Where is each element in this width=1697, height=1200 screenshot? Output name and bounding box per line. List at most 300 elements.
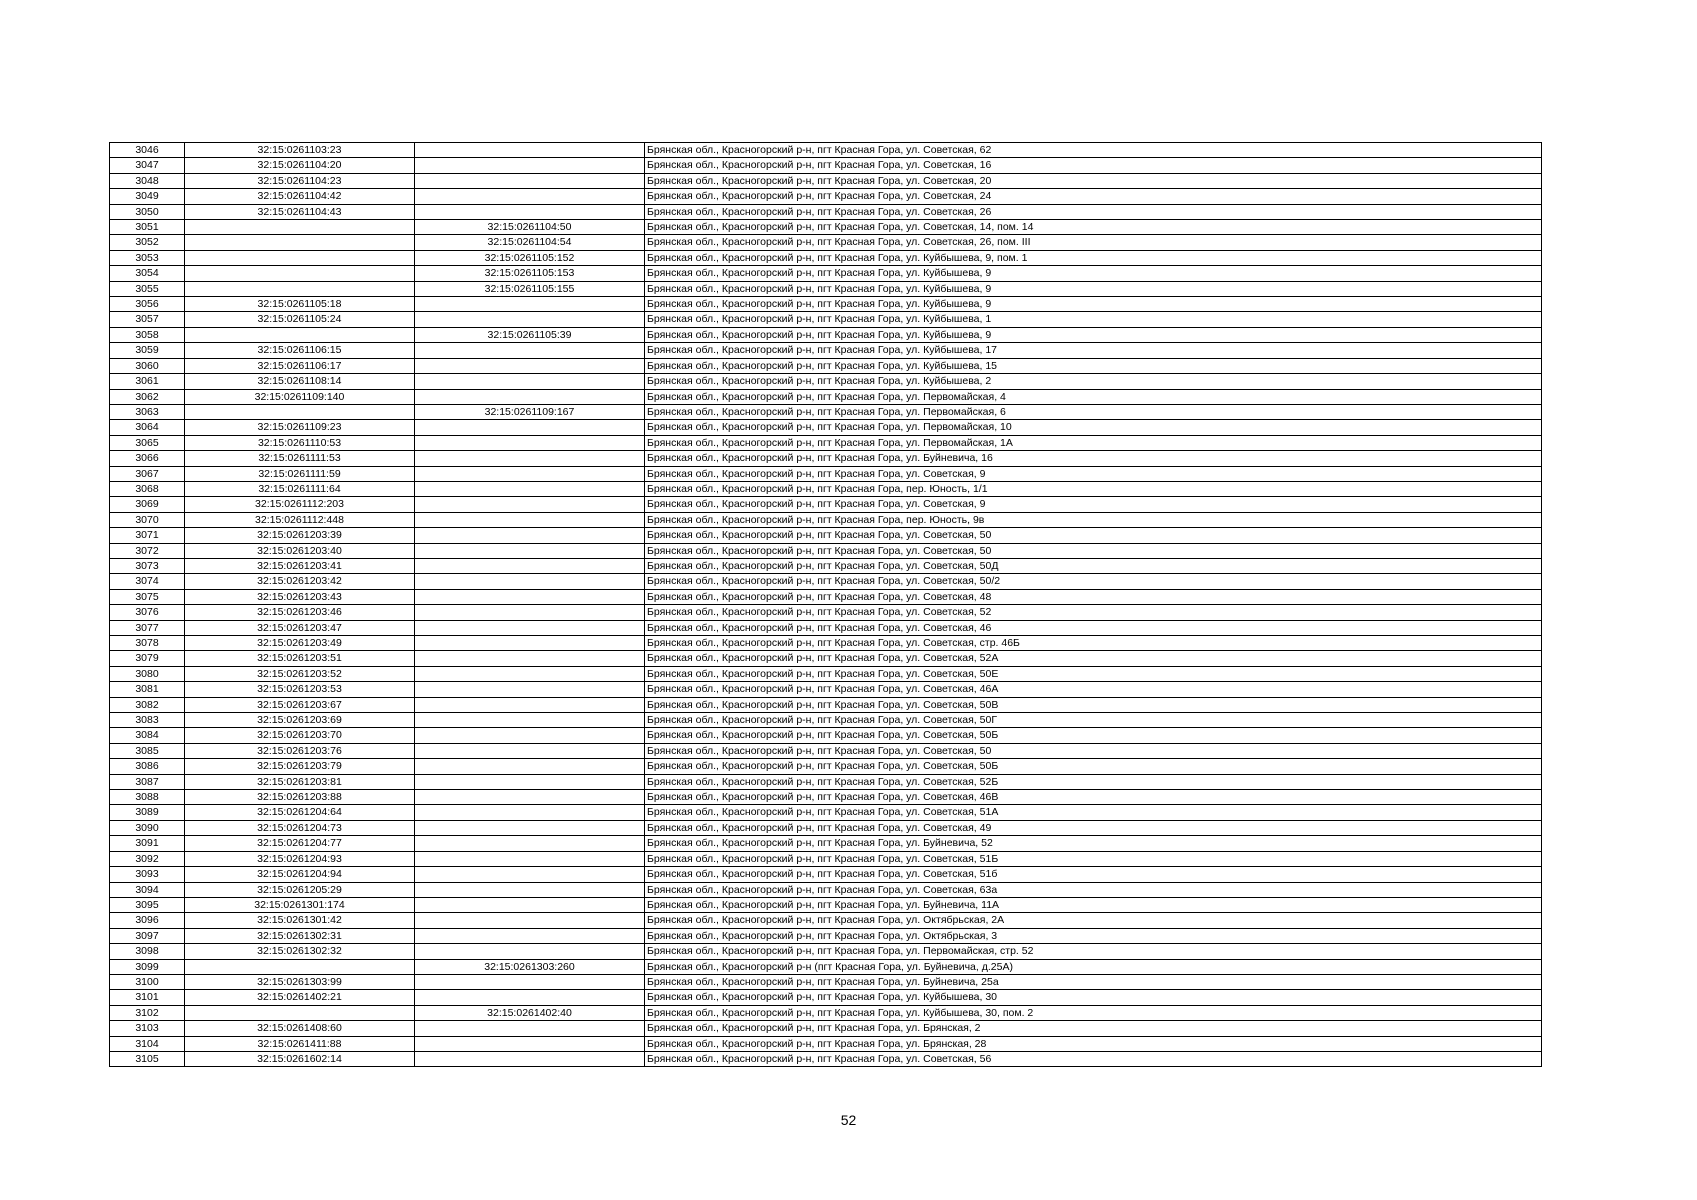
- table-row: [110, 512, 1542, 527]
- row-number-cell: 3068: [110, 481, 185, 496]
- row-number-cell: 3097: [110, 928, 185, 943]
- table-row: [110, 589, 1542, 604]
- cadastral-number-cell: 32:15:0261203:51: [185, 651, 415, 666]
- address-cell: Брянская обл., Красногорский р-н, пгт Красная Гора, ул. Октябрьская, 2А: [645, 913, 1542, 928]
- row-number-cell: 3078: [110, 636, 185, 651]
- object-cadastral-number-cell: [415, 558, 645, 573]
- object-cadastral-number-cell: [415, 189, 645, 204]
- row-number-cell: 3092: [110, 851, 185, 866]
- address-cell: Брянская обл., Красногорский р-н, пгт Красная Гора, ул. Советская, 50: [645, 528, 1542, 543]
- row-number-cell: 3059: [110, 343, 185, 358]
- row-number-cell: 3086: [110, 759, 185, 774]
- cadastral-number-cell: 32:15:0261203:40: [185, 543, 415, 558]
- object-cadastral-number-cell: [415, 528, 645, 543]
- table-row: [110, 743, 1542, 758]
- row-number-cell: 3048: [110, 173, 185, 188]
- cadastral-number-cell: [185, 235, 415, 250]
- address-cell: Брянская обл., Красногорский р-н, пгт Красная Гора, ул. Советская, 49: [645, 820, 1542, 835]
- table-row: [110, 158, 1542, 173]
- cadastral-number-cell: 32:15:0261110:53: [185, 435, 415, 450]
- object-cadastral-number-cell: [415, 343, 645, 358]
- table-row: [110, 220, 1542, 235]
- object-cadastral-number-cell: [415, 944, 645, 959]
- cadastral-number-cell: 32:15:0261105:18: [185, 297, 415, 312]
- table-row: [110, 497, 1542, 512]
- cadastral-number-cell: 32:15:0261203:43: [185, 589, 415, 604]
- cadastral-number-cell: 32:15:0261203:67: [185, 697, 415, 712]
- table-row: [110, 790, 1542, 805]
- cadastral-number-cell: 32:15:0261301:174: [185, 897, 415, 912]
- object-cadastral-number-cell: [415, 836, 645, 851]
- row-number-cell: 3051: [110, 220, 185, 235]
- object-cadastral-number-cell: [415, 589, 645, 604]
- table-row: [110, 189, 1542, 204]
- cadastral-number-cell: 32:15:0261111:59: [185, 466, 415, 481]
- object-cadastral-number-cell: [415, 882, 645, 897]
- cadastral-number-cell: 32:15:0261203:76: [185, 743, 415, 758]
- row-number-cell: 3101: [110, 990, 185, 1005]
- row-number-cell: 3091: [110, 836, 185, 851]
- cadastral-number-cell: 32:15:0261303:99: [185, 974, 415, 989]
- row-number-cell: 3067: [110, 466, 185, 481]
- cadastral-number-cell: [185, 250, 415, 265]
- cadastral-number-cell: 32:15:0261203:39: [185, 528, 415, 543]
- object-cadastral-number-cell: [415, 358, 645, 373]
- table-row: [110, 1005, 1542, 1020]
- table-row: [110, 574, 1542, 589]
- address-cell: Брянская обл., Красногорский р-н, пгт Красная Гора, ул. Куйбышева, 2: [645, 374, 1542, 389]
- page-number: 52: [840, 1112, 857, 1128]
- table-row: [110, 959, 1542, 974]
- table-row: [110, 1036, 1542, 1051]
- row-number-cell: 3055: [110, 281, 185, 296]
- address-cell: Брянская обл., Красногорский р-н, пгт Красная Гора, ул. Советская, 50Б: [645, 728, 1542, 743]
- cadastral-number-cell: 32:15:0261408:60: [185, 1021, 415, 1036]
- address-cell: Брянская обл., Красногорский р-н, пгт Красная Гора, ул. Советская, 51Б: [645, 851, 1542, 866]
- address-cell: Брянская обл., Красногорский р-н, пгт Красная Гора, ул. Куйбышева, 15: [645, 358, 1542, 373]
- row-number-cell: 3069: [110, 497, 185, 512]
- object-cadastral-number-cell: [415, 897, 645, 912]
- cadastral-number-cell: 32:15:0261108:14: [185, 374, 415, 389]
- cadastral-number-cell: 32:15:0261203:53: [185, 682, 415, 697]
- table-row: [110, 543, 1542, 558]
- object-cadastral-number-cell: [415, 774, 645, 789]
- cadastral-number-cell: 32:15:0261602:14: [185, 1051, 415, 1066]
- cadastral-number-cell: 32:15:0261203:49: [185, 636, 415, 651]
- cadastral-number-cell: 32:15:0261112:203: [185, 497, 415, 512]
- table-row: [110, 558, 1542, 573]
- object-cadastral-number-cell: [415, 389, 645, 404]
- object-cadastral-number-cell: [415, 620, 645, 635]
- cadastral-number-cell: 32:15:0261105:24: [185, 312, 415, 327]
- row-number-cell: 3096: [110, 913, 185, 928]
- address-cell: Брянская обл., Красногорский р-н, пгт Красная Гора, ул. Первомайская, 6: [645, 404, 1542, 419]
- object-cadastral-number-cell: [415, 728, 645, 743]
- row-number-cell: 3074: [110, 574, 185, 589]
- address-cell: Брянская обл., Красногорский р-н, пгт Красная Гора, пер. Юность, 1/1: [645, 481, 1542, 496]
- address-cell: Брянская обл., Красногорский р-н, пгт Красная Гора, ул. Брянская, 28: [645, 1036, 1542, 1051]
- cadastral-number-cell: 32:15:0261302:31: [185, 928, 415, 943]
- row-number-cell: 3054: [110, 266, 185, 281]
- object-cadastral-number-cell: [415, 466, 645, 481]
- row-number-cell: 3102: [110, 1005, 185, 1020]
- row-number-cell: 3065: [110, 435, 185, 450]
- object-cadastral-number-cell: [415, 435, 645, 450]
- object-cadastral-number-cell: 32:15:0261105:153: [415, 266, 645, 281]
- table-row: [110, 682, 1542, 697]
- cadastral-number-cell: 32:15:0261104:23: [185, 173, 415, 188]
- address-cell: Брянская обл., Красногорский р-н, пгт Красная Гора, ул. Первомайская, 10: [645, 420, 1542, 435]
- row-number-cell: 3085: [110, 743, 185, 758]
- object-cadastral-number-cell: [415, 1051, 645, 1066]
- table-row: [110, 774, 1542, 789]
- row-number-cell: 3060: [110, 358, 185, 373]
- table-row: [110, 173, 1542, 188]
- registry-table: [109, 142, 1542, 1067]
- cadastral-number-cell: [185, 327, 415, 342]
- cadastral-number-cell: 32:15:0261203:52: [185, 666, 415, 681]
- row-number-cell: 3105: [110, 1051, 185, 1066]
- cadastral-number-cell: [185, 404, 415, 419]
- address-cell: Брянская обл., Красногорский р-н, пгт Красная Гора, ул. Советская, 56: [645, 1051, 1542, 1066]
- table-row: [110, 759, 1542, 774]
- row-number-cell: 3066: [110, 451, 185, 466]
- table-row: [110, 805, 1542, 820]
- row-number-cell: 3090: [110, 820, 185, 835]
- address-cell: Брянская обл., Красногорский р-н, пгт Красная Гора, ул. Советская, 46А: [645, 682, 1542, 697]
- address-cell: Брянская обл., Красногорский р-н, пгт Красная Гора, ул. Буйневича, 52: [645, 836, 1542, 851]
- object-cadastral-number-cell: [415, 666, 645, 681]
- row-number-cell: 3073: [110, 558, 185, 573]
- address-cell: Брянская обл., Красногорский р-н, пгт Красная Гора, ул. Советская, 50: [645, 543, 1542, 558]
- row-number-cell: 3099: [110, 959, 185, 974]
- address-cell: Брянская обл., Красногорский р-н, пгт Красная Гора, ул. Советская, 46: [645, 620, 1542, 635]
- address-cell: Брянская обл., Красногорский р-н, пгт Красная Гора, ул. Советская, 52Б: [645, 774, 1542, 789]
- table-row: [110, 343, 1542, 358]
- row-number-cell: 3079: [110, 651, 185, 666]
- cadastral-number-cell: 32:15:0261106:15: [185, 343, 415, 358]
- object-cadastral-number-cell: 32:15:0261109:167: [415, 404, 645, 419]
- table-row: [110, 250, 1542, 265]
- address-cell: Брянская обл., Красногорский р-н, пгт Красная Гора, ул. Советская, 26, пом. III: [645, 235, 1542, 250]
- cadastral-number-cell: 32:15:0261204:64: [185, 805, 415, 820]
- address-cell: Брянская обл., Красногорский р-н, пгт Красная Гора, ул. Первомайская, стр. 52: [645, 944, 1542, 959]
- cadastral-number-cell: 32:15:0261411:88: [185, 1036, 415, 1051]
- object-cadastral-number-cell: [415, 636, 645, 651]
- table-row: [110, 143, 1542, 158]
- address-cell: Брянская обл., Красногорский р-н, пгт Красная Гора, ул. Советская, 9: [645, 497, 1542, 512]
- table-row: [110, 882, 1542, 897]
- address-cell: Брянская обл., Красногорский р-н, пгт Красная Гора, ул. Советская, 50Г: [645, 713, 1542, 728]
- table-row: [110, 420, 1542, 435]
- table-row: [110, 281, 1542, 296]
- row-number-cell: 3046: [110, 143, 185, 158]
- cadastral-number-cell: [185, 266, 415, 281]
- object-cadastral-number-cell: [415, 420, 645, 435]
- cadastral-number-cell: 32:15:0261402:21: [185, 990, 415, 1005]
- row-number-cell: 3095: [110, 897, 185, 912]
- address-cell: Брянская обл., Красногорский р-н, пгт Красная Гора, ул. Советская, 52: [645, 605, 1542, 620]
- object-cadastral-number-cell: [415, 790, 645, 805]
- table-row: [110, 713, 1542, 728]
- row-number-cell: 3075: [110, 589, 185, 604]
- cadastral-number-cell: 32:15:0261204:77: [185, 836, 415, 851]
- row-number-cell: 3070: [110, 512, 185, 527]
- object-cadastral-number-cell: 32:15:0261104:54: [415, 235, 645, 250]
- object-cadastral-number-cell: [415, 481, 645, 496]
- row-number-cell: 3077: [110, 620, 185, 635]
- row-number-cell: 3094: [110, 882, 185, 897]
- address-cell: Брянская обл., Красногорский р-н, пгт Красная Гора, ул. Куйбышева, 9: [645, 266, 1542, 281]
- address-cell: Брянская обл., Красногорский р-н, пгт Красная Гора, ул. Советская, 9: [645, 466, 1542, 481]
- cadastral-number-cell: [185, 220, 415, 235]
- object-cadastral-number-cell: [415, 820, 645, 835]
- cadastral-number-cell: 32:15:0261104:43: [185, 204, 415, 219]
- row-number-cell: 3093: [110, 867, 185, 882]
- row-number-cell: 3062: [110, 389, 185, 404]
- address-cell: Брянская обл., Красногорский р-н, пгт Красная Гора, ул. Куйбышева, 1: [645, 312, 1542, 327]
- cadastral-number-cell: 32:15:0261203:88: [185, 790, 415, 805]
- table-row: [110, 358, 1542, 373]
- address-cell: Брянская обл., Красногорский р-н, пгт Красная Гора, ул. Куйбышева, 9: [645, 327, 1542, 342]
- cadastral-number-cell: 32:15:0261203:42: [185, 574, 415, 589]
- address-cell: Брянская обл., Красногорский р-н, пгт Красная Гора, ул. Куйбышева, 30, пом. 2: [645, 1005, 1542, 1020]
- address-cell: Брянская обл., Красногорский р-н, пгт Красная Гора, ул. Куйбышева, 9: [645, 281, 1542, 296]
- address-cell: Брянская обл., Красногорский р-н, пгт Красная Гора, ул. Советская, 52А: [645, 651, 1542, 666]
- cadastral-number-cell: [185, 959, 415, 974]
- table-row: [110, 435, 1542, 450]
- table-row: [110, 728, 1542, 743]
- table-row: [110, 235, 1542, 250]
- address-cell: Брянская обл., Красногорский р-н, пгт Красная Гора, ул. Советская, 14, пом. 14: [645, 220, 1542, 235]
- cadastral-number-cell: 32:15:0261205:29: [185, 882, 415, 897]
- object-cadastral-number-cell: [415, 374, 645, 389]
- address-cell: Брянская обл., Красногорский р-н, пгт Красная Гора, ул. Буйневича, 11А: [645, 897, 1542, 912]
- registry-table-body: [110, 143, 1542, 1067]
- cadastral-number-cell: 32:15:0261203:70: [185, 728, 415, 743]
- object-cadastral-number-cell: [415, 173, 645, 188]
- table-row: [110, 312, 1542, 327]
- object-cadastral-number-cell: [415, 297, 645, 312]
- table-row: [110, 666, 1542, 681]
- object-cadastral-number-cell: [415, 682, 645, 697]
- cadastral-number-cell: 32:15:0261112:448: [185, 512, 415, 527]
- table-row: [110, 620, 1542, 635]
- object-cadastral-number-cell: 32:15:0261105:152: [415, 250, 645, 265]
- table-row: [110, 1021, 1542, 1036]
- row-number-cell: 3103: [110, 1021, 185, 1036]
- object-cadastral-number-cell: [415, 497, 645, 512]
- cadastral-number-cell: 32:15:0261203:69: [185, 713, 415, 728]
- row-number-cell: 3064: [110, 420, 185, 435]
- address-cell: Брянская обл., Красногорский р-н, пгт Красная Гора, ул. Советская, стр. 46Б: [645, 636, 1542, 651]
- row-number-cell: 3089: [110, 805, 185, 820]
- row-number-cell: 3047: [110, 158, 185, 173]
- object-cadastral-number-cell: [415, 543, 645, 558]
- address-cell: Брянская обл., Красногорский р-н, пгт Красная Гора, ул. Брянская, 2: [645, 1021, 1542, 1036]
- row-number-cell: 3052: [110, 235, 185, 250]
- cadastral-number-cell: 32:15:0261109:23: [185, 420, 415, 435]
- address-cell: Брянская обл., Красногорский р-н, пгт Красная Гора, ул. Советская, 63а: [645, 882, 1542, 897]
- address-cell: Брянская обл., Красногорский р-н, пгт Красная Гора, ул. Советская, 50/2: [645, 574, 1542, 589]
- cadastral-number-cell: 32:15:0261204:94: [185, 867, 415, 882]
- cadastral-number-cell: 32:15:0261203:46: [185, 605, 415, 620]
- cadastral-number-cell: 32:15:0261204:73: [185, 820, 415, 835]
- object-cadastral-number-cell: [415, 651, 645, 666]
- object-cadastral-number-cell: [415, 759, 645, 774]
- table-row: [110, 867, 1542, 882]
- cadastral-number-cell: 32:15:0261109:140: [185, 389, 415, 404]
- table-row: [110, 990, 1542, 1005]
- address-cell: Брянская обл., Красногорский р-н, пгт Красная Гора, ул. Буйневича, 16: [645, 451, 1542, 466]
- object-cadastral-number-cell: [415, 851, 645, 866]
- row-number-cell: 3087: [110, 774, 185, 789]
- table-row: [110, 651, 1542, 666]
- address-cell: Брянская обл., Красногорский р-н, пгт Красная Гора, ул. Куйбышева, 17: [645, 343, 1542, 358]
- table-row: [110, 389, 1542, 404]
- cadastral-number-cell: 32:15:0261302:32: [185, 944, 415, 959]
- row-number-cell: 3056: [110, 297, 185, 312]
- row-number-cell: 3050: [110, 204, 185, 219]
- address-cell: Брянская обл., Красногорский р-н, пгт Красная Гора, пер. Юность, 9в: [645, 512, 1542, 527]
- address-cell: Брянская обл., Красногорский р-н, пгт Красная Гора, ул. Куйбышева, 9, пом. 1: [645, 250, 1542, 265]
- address-cell: Брянская обл., Красногорский р-н, пгт Красная Гора, ул. Советская, 50В: [645, 697, 1542, 712]
- cadastral-number-cell: 32:15:0261111:64: [185, 481, 415, 496]
- address-cell: Брянская обл., Красногорский р-н, пгт Красная Гора, ул. Советская, 26: [645, 204, 1542, 219]
- table-row: [110, 820, 1542, 835]
- table-row: [110, 1051, 1542, 1066]
- object-cadastral-number-cell: [415, 1036, 645, 1051]
- row-number-cell: 3061: [110, 374, 185, 389]
- row-number-cell: 3081: [110, 682, 185, 697]
- object-cadastral-number-cell: [415, 158, 645, 173]
- row-number-cell: 3083: [110, 713, 185, 728]
- object-cadastral-number-cell: 32:15:0261105:155: [415, 281, 645, 296]
- address-cell: Брянская обл., Красногорский р-н, пгт Красная Гора, ул. Советская, 16: [645, 158, 1542, 173]
- cadastral-number-cell: 32:15:0261203:41: [185, 558, 415, 573]
- object-cadastral-number-cell: [415, 451, 645, 466]
- object-cadastral-number-cell: [415, 928, 645, 943]
- table-row: [110, 928, 1542, 943]
- table-row: [110, 528, 1542, 543]
- object-cadastral-number-cell: [415, 713, 645, 728]
- row-number-cell: 3072: [110, 543, 185, 558]
- table-row: [110, 404, 1542, 419]
- row-number-cell: 3071: [110, 528, 185, 543]
- table-row: [110, 481, 1542, 496]
- cadastral-number-cell: 32:15:0261111:53: [185, 451, 415, 466]
- object-cadastral-number-cell: 32:15:0261105:39: [415, 327, 645, 342]
- object-cadastral-number-cell: [415, 867, 645, 882]
- address-cell: Брянская обл., Красногорский р-н, пгт Красная Гора, ул. Советская, 50: [645, 743, 1542, 758]
- address-cell: Брянская обл., Красногорский р-н, пгт Красная Гора, ул. Советская, 46В: [645, 790, 1542, 805]
- object-cadastral-number-cell: [415, 974, 645, 989]
- table-row: [110, 836, 1542, 851]
- row-number-cell: 3100: [110, 974, 185, 989]
- table-row: [110, 374, 1542, 389]
- address-cell: Брянская обл., Красногорский р-н, пгт Красная Гора, ул. Куйбышева, 30: [645, 990, 1542, 1005]
- table-row: [110, 204, 1542, 219]
- object-cadastral-number-cell: [415, 697, 645, 712]
- object-cadastral-number-cell: [415, 143, 645, 158]
- table-row: [110, 697, 1542, 712]
- object-cadastral-number-cell: [415, 913, 645, 928]
- table-row: [110, 636, 1542, 651]
- cadastral-number-cell: 32:15:0261203:81: [185, 774, 415, 789]
- address-cell: Брянская обл., Красногорский р-н, пгт Красная Гора, ул. Советская, 24: [645, 189, 1542, 204]
- cadastral-number-cell: 32:15:0261103:23: [185, 143, 415, 158]
- address-cell: Брянская обл., Красногорский р-н, пгт Красная Гора, ул. Советская, 50Б: [645, 759, 1542, 774]
- row-number-cell: 3104: [110, 1036, 185, 1051]
- address-cell: Брянская обл., Красногорский р-н, пгт Красная Гора, ул. Советская, 50Е: [645, 666, 1542, 681]
- object-cadastral-number-cell: 32:15:0261303:260: [415, 959, 645, 974]
- object-cadastral-number-cell: [415, 574, 645, 589]
- object-cadastral-number-cell: 32:15:0261402:40: [415, 1005, 645, 1020]
- table-row: [110, 451, 1542, 466]
- object-cadastral-number-cell: 32:15:0261104:50: [415, 220, 645, 235]
- address-cell: Брянская обл., Красногорский р-н, пгт Красная Гора, ул. Советская, 62: [645, 143, 1542, 158]
- row-number-cell: 3063: [110, 404, 185, 419]
- row-number-cell: 3053: [110, 250, 185, 265]
- address-cell: Брянская обл., Красногорский р-н, пгт Красная Гора, ул. Советская, 48: [645, 589, 1542, 604]
- address-cell: Брянская обл., Красногорский р-н, пгт Красная Гора, ул. Октябрьская, 3: [645, 928, 1542, 943]
- table-row: [110, 297, 1542, 312]
- object-cadastral-number-cell: [415, 605, 645, 620]
- table-row: [110, 466, 1542, 481]
- row-number-cell: 3076: [110, 605, 185, 620]
- address-cell: Брянская обл., Красногорский р-н (пгт Красная Гора, ул. Буйневича, д.25А): [645, 959, 1542, 974]
- row-number-cell: 3049: [110, 189, 185, 204]
- table-row: [110, 974, 1542, 989]
- table-row: [110, 851, 1542, 866]
- object-cadastral-number-cell: [415, 990, 645, 1005]
- object-cadastral-number-cell: [415, 312, 645, 327]
- address-cell: Брянская обл., Красногорский р-н, пгт Красная Гора, ул. Первомайская, 1А: [645, 435, 1542, 450]
- cadastral-number-cell: 32:15:0261104:42: [185, 189, 415, 204]
- address-cell: Брянская обл., Красногорский р-н, пгт Красная Гора, ул. Советская, 50Д: [645, 558, 1542, 573]
- address-cell: Брянская обл., Красногорский р-н, пгт Красная Гора, ул. Первомайская, 4: [645, 389, 1542, 404]
- address-cell: Брянская обл., Красногорский р-н, пгт Красная Гора, ул. Советская, 20: [645, 173, 1542, 188]
- address-cell: Брянская обл., Красногорский р-н, пгт Красная Гора, ул. Советская, 51б: [645, 867, 1542, 882]
- object-cadastral-number-cell: [415, 805, 645, 820]
- object-cadastral-number-cell: [415, 512, 645, 527]
- row-number-cell: 3057: [110, 312, 185, 327]
- row-number-cell: 3082: [110, 697, 185, 712]
- table-row: [110, 266, 1542, 281]
- row-number-cell: 3088: [110, 790, 185, 805]
- table-row: [110, 605, 1542, 620]
- cadastral-number-cell: 32:15:0261104:20: [185, 158, 415, 173]
- cadastral-number-cell: [185, 281, 415, 296]
- table-row: [110, 327, 1542, 342]
- cadastral-number-cell: 32:15:0261204:93: [185, 851, 415, 866]
- row-number-cell: 3058: [110, 327, 185, 342]
- cadastral-number-cell: 32:15:0261301:42: [185, 913, 415, 928]
- table-row: [110, 897, 1542, 912]
- address-cell: Брянская обл., Красногорский р-н, пгт Красная Гора, ул. Буйневича, 25а: [645, 974, 1542, 989]
- cadastral-number-cell: [185, 1005, 415, 1020]
- row-number-cell: 3098: [110, 944, 185, 959]
- cadastral-number-cell: 32:15:0261203:47: [185, 620, 415, 635]
- row-number-cell: 3080: [110, 666, 185, 681]
- object-cadastral-number-cell: [415, 743, 645, 758]
- table-row: [110, 913, 1542, 928]
- address-cell: Брянская обл., Красногорский р-н, пгт Красная Гора, ул. Советская, 51А: [645, 805, 1542, 820]
- object-cadastral-number-cell: [415, 1021, 645, 1036]
- object-cadastral-number-cell: [415, 204, 645, 219]
- row-number-cell: 3084: [110, 728, 185, 743]
- table-row: [110, 944, 1542, 959]
